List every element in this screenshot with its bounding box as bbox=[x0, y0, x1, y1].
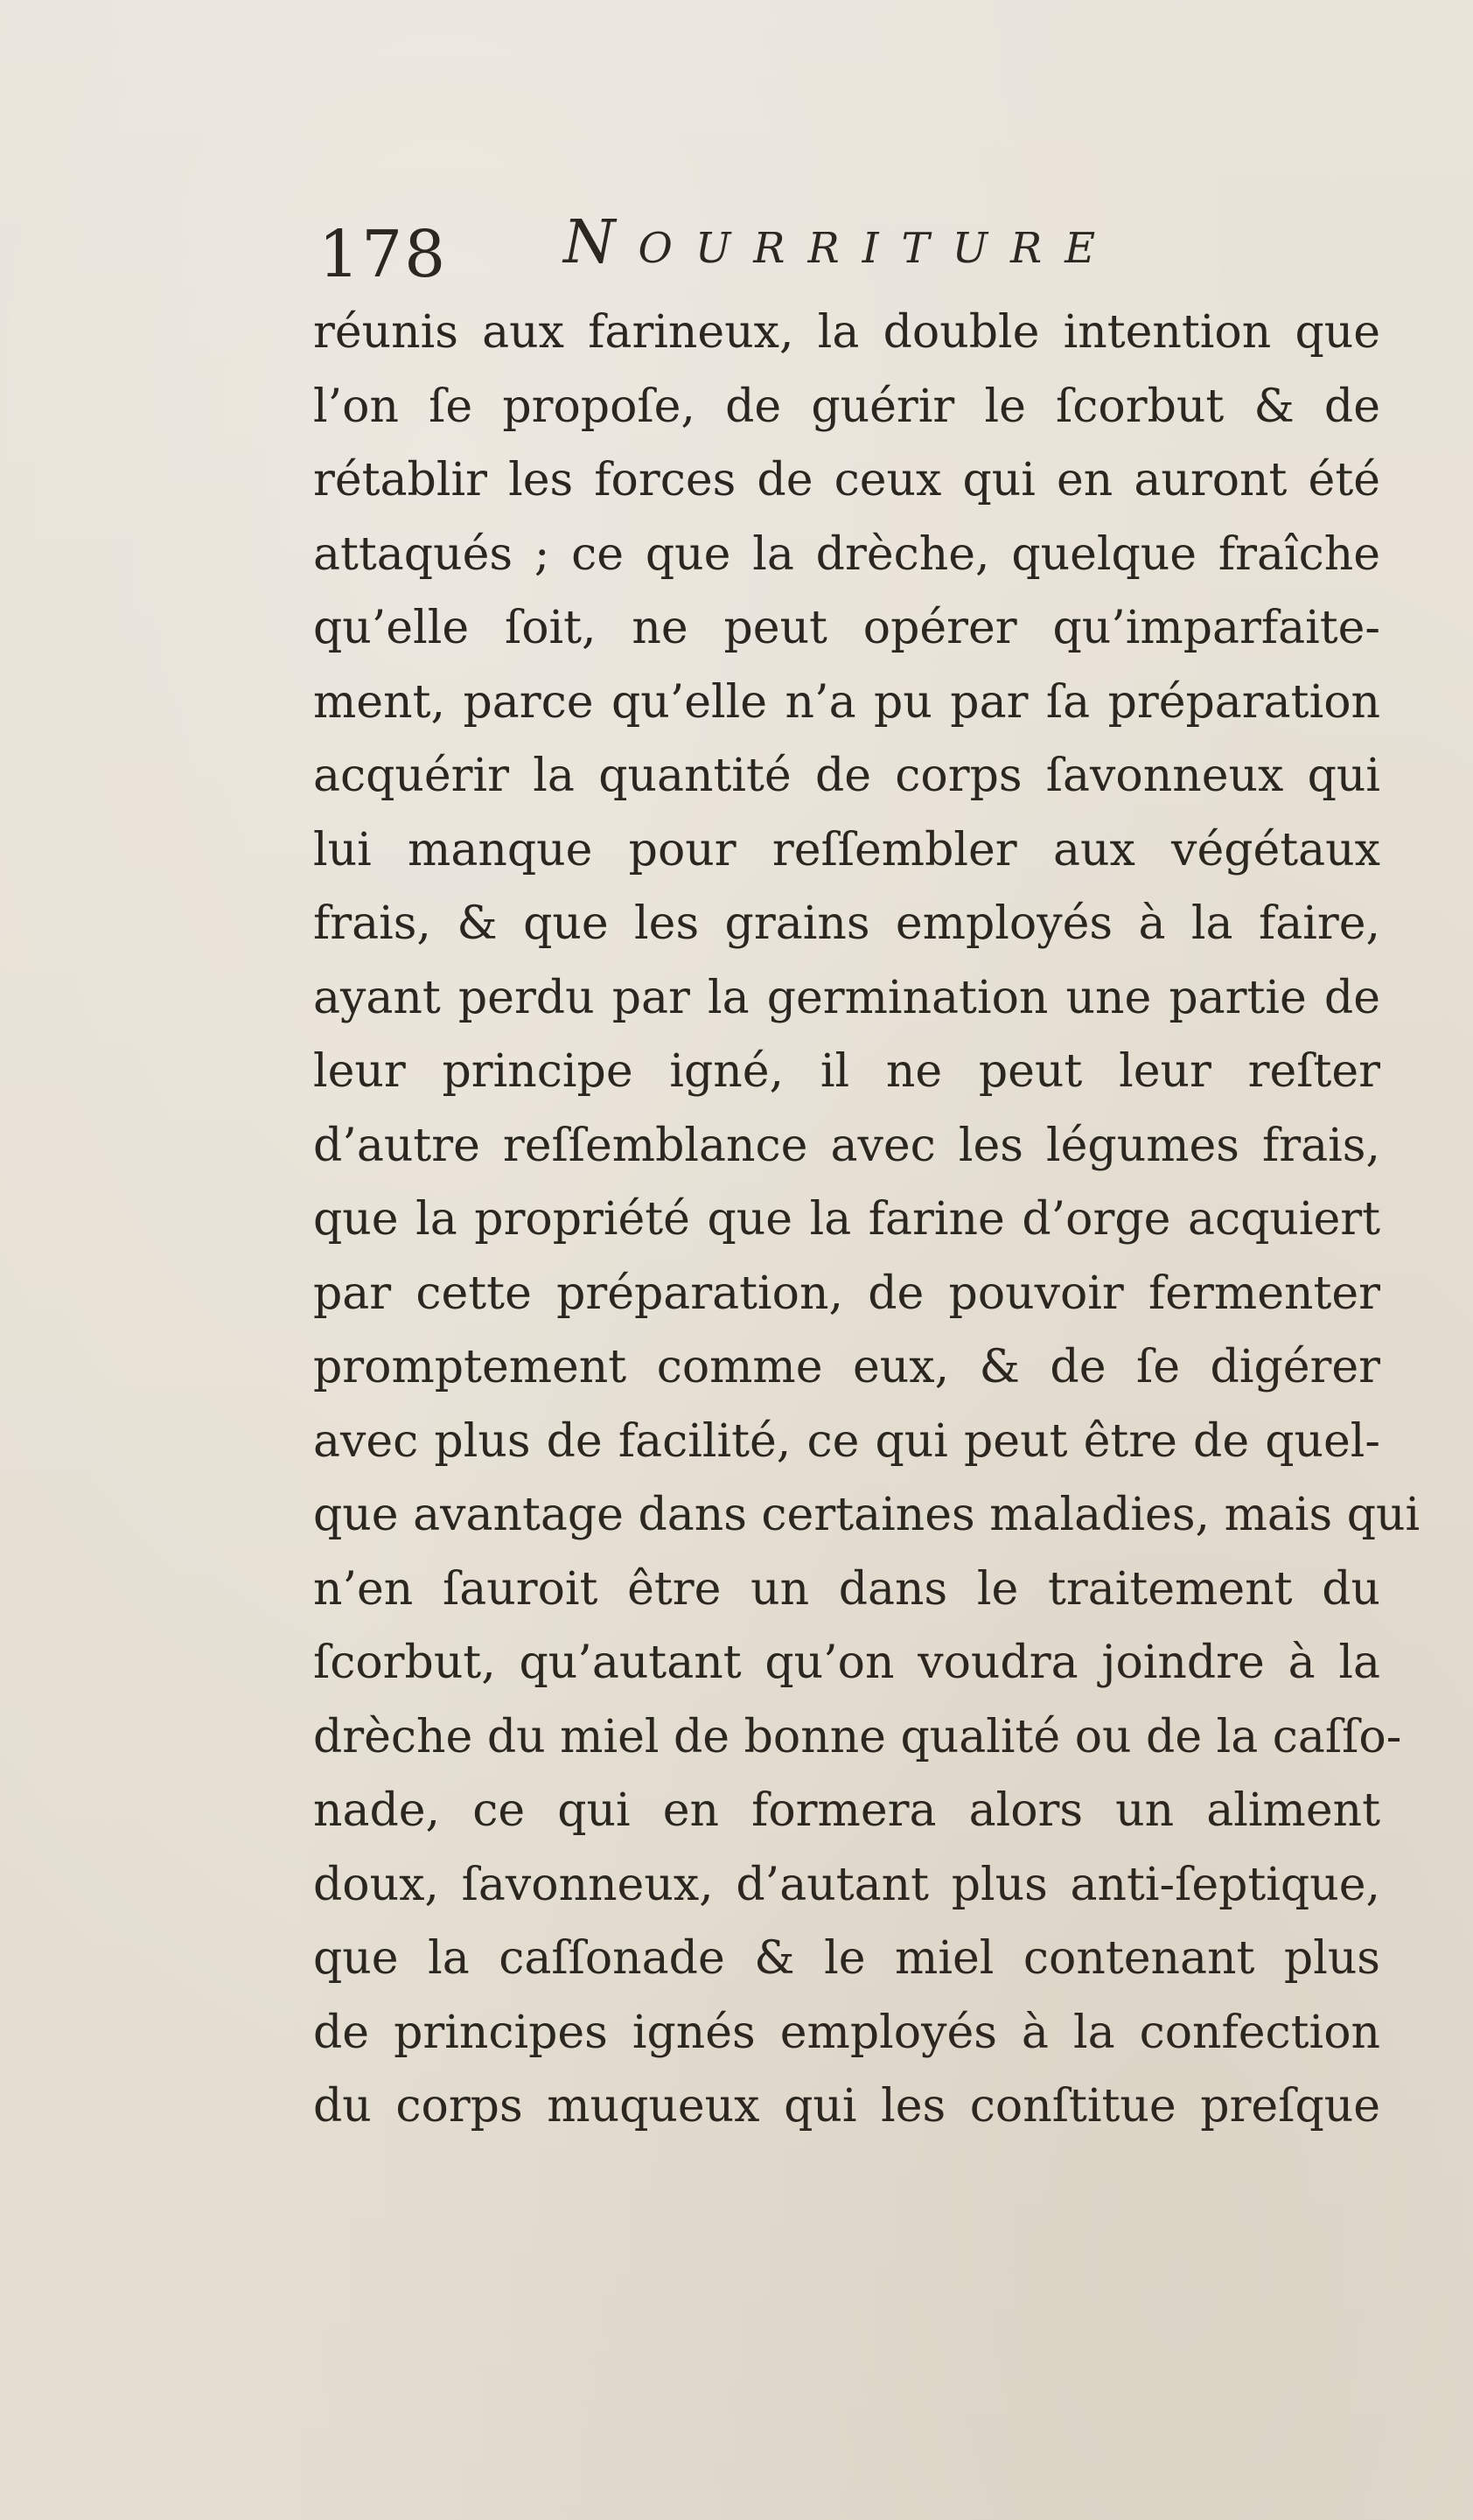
text-line: l’on ſe propoſe, de guérir le ſcorbut & de bbox=[313, 380, 1380, 433]
text-line: drèche du miel de bonne qualité ou de la caſſo- bbox=[313, 1710, 1402, 1763]
text-line: lui manque pour reſſembler aux végétaux bbox=[313, 823, 1380, 876]
text-line: ment, parce qu’elle n’a pu par ſa préparation bbox=[313, 675, 1380, 729]
text-line: que la propriété que la farine d’orge acquiert bbox=[313, 1193, 1380, 1246]
text-line: doux, ſavonneux, d’autant plus anti-ſeptique, bbox=[313, 1858, 1380, 1911]
text-line: de principes ignés employés à la confection bbox=[313, 2006, 1380, 2059]
text-line: que avantage dans certaines maladies, mais qui bbox=[313, 1489, 1421, 1541]
text-line: promptement comme eux, & de ſe digérer bbox=[313, 1341, 1380, 1393]
text-line: rétablir les forces de ceux qui en auront été bbox=[313, 454, 1380, 506]
text-line: acquérir la quantité de corps ſavonneux qui bbox=[313, 750, 1380, 802]
text-line: attaqués ; ce que la drèche, quelque fraîche bbox=[313, 527, 1380, 581]
text-line: avec plus de facilité, ce qui peut être de quel- bbox=[313, 1414, 1380, 1468]
text-line: frais, & que les grains employés à la faire, bbox=[313, 897, 1380, 950]
body-text bbox=[313, 296, 1421, 2144]
text-line: par cette préparation, de pouvoir fermenter bbox=[313, 1267, 1380, 1320]
text-line: leur principe igné, il ne peut leur reſter bbox=[313, 1045, 1380, 1098]
text-line: que la caſſonade & le miel contenant plus bbox=[313, 1932, 1380, 1985]
text-line: qu’elle ſoit, ne peut opérer qu’imparfaite- bbox=[313, 602, 1380, 654]
text-line: n’en ſauroit être un dans le traitement du bbox=[313, 1562, 1380, 1616]
page-header bbox=[318, 208, 1193, 304]
text-line: nade, ce qui en formera alors un aliment bbox=[313, 1784, 1380, 1837]
page-number: 178 bbox=[318, 217, 448, 292]
text-line: du corps muqueux qui les conſtitue preſque bbox=[313, 2080, 1380, 2133]
text-line: d’autre reſſemblance avec les légumes frais, bbox=[313, 1119, 1380, 1172]
text-line: réunis aux farineux, la double intention que bbox=[313, 306, 1380, 359]
running-head: Nourriture bbox=[563, 208, 1119, 277]
text-line: ayant perdu par la germination une partie de bbox=[313, 971, 1380, 1024]
text-line: ſcorbut, qu’autant qu’on voudra joindre à la bbox=[313, 1637, 1380, 1689]
